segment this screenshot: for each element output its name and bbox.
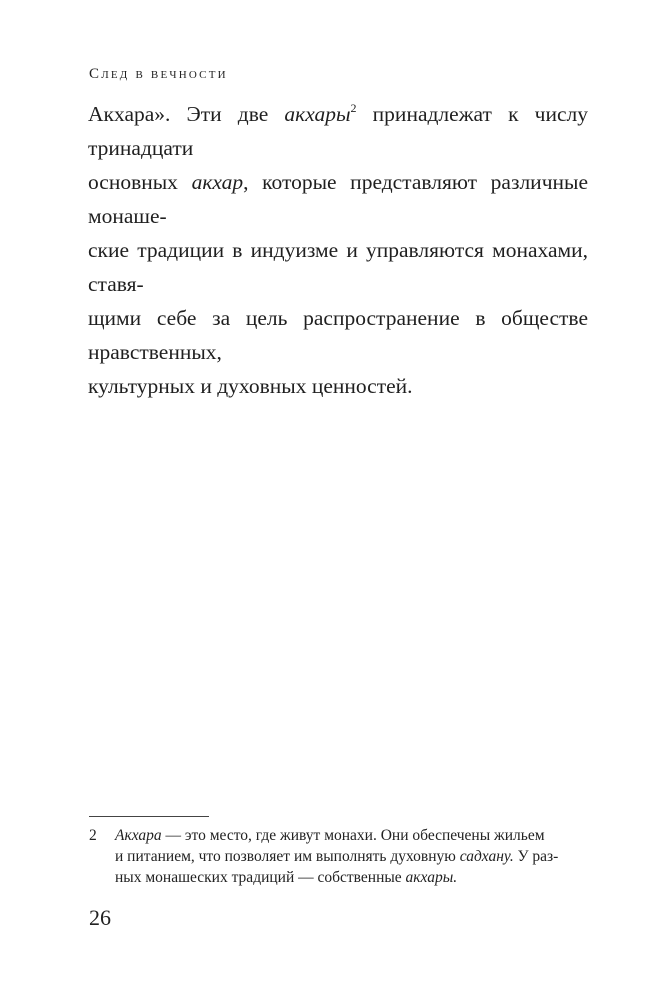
footnote-line-2 [89, 846, 589, 867]
italic-term: акхары. [405, 869, 458, 886]
text-run: Акхара». Эти две [88, 102, 285, 126]
text-run: , которые представляют различные монаше- [88, 170, 588, 228]
italic-term: акхары [284, 102, 351, 126]
body-line-5: культурных и духовных ценностей. [88, 374, 413, 398]
italic-term: садхану. [459, 848, 514, 865]
text-run: основных [88, 170, 192, 194]
italic-term: акхар [191, 170, 244, 194]
body-line-1 [88, 97, 588, 165]
text-run: — это место, где живут монахи. Они обеспечены жильем [161, 827, 545, 844]
footnote-separator [89, 816, 209, 817]
body-paragraph [88, 97, 588, 403]
running-header: След в вечности [89, 66, 228, 82]
footnote-number: 2 [89, 827, 97, 844]
italic-term: Акхара [115, 827, 162, 844]
page-number: 26 [89, 905, 111, 930]
footnote [89, 825, 589, 888]
body-line-4: щими себе за цель распространение в обществе нравственных, [88, 306, 588, 364]
body-line-3: ские традиции в индуизме и управляются монахами, ставя- [88, 238, 588, 296]
body-line-2 [88, 165, 588, 233]
footnote-line-1 [89, 825, 589, 846]
text-run: ных монашеских традиций — собственные [115, 869, 406, 886]
footnote-line-3 [89, 867, 589, 888]
text-run: принадлежат к числу тринадцати [88, 102, 588, 160]
text-run: и питанием, что позволяет им выполнять духовную [115, 848, 460, 865]
footnote-ref: 2 [350, 101, 357, 115]
text-run: У раз- [513, 848, 559, 865]
